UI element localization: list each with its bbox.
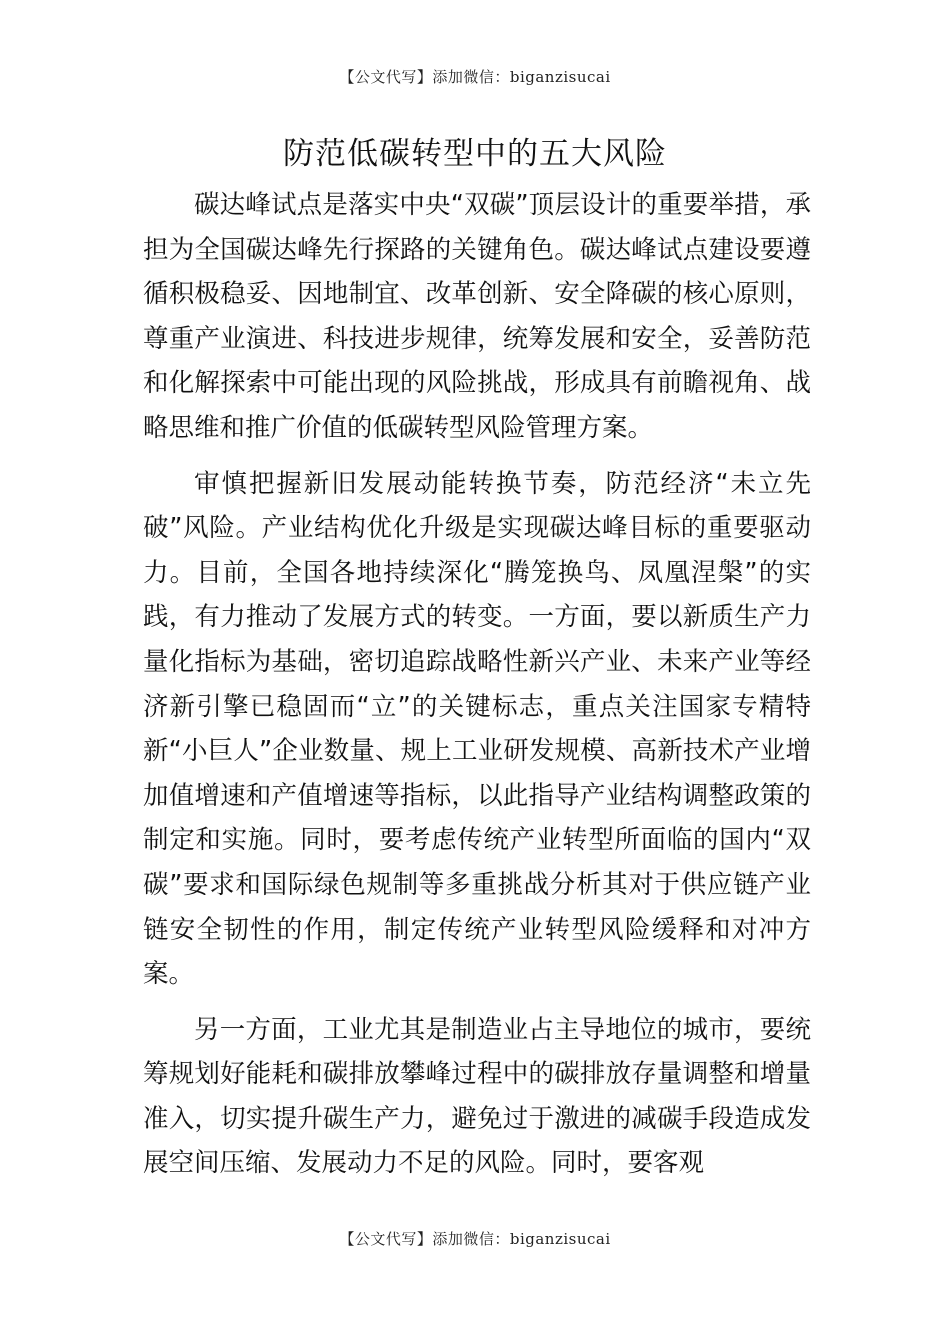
page-footer: 【公文代写】添加微信：biganzisucai: [339, 1230, 611, 1248]
document-title: 防范低碳转型中的五大风险: [283, 136, 667, 172]
page-header: 【公文代写】添加微信：biganzisucai: [339, 68, 611, 86]
document-body: [143, 183, 811, 1197]
paragraph-2: 审慎把握新旧发展动能转换节奏，防范经济“未立先破”风险。产业结构优化升级是实现碳达峰目标的重要驱动力。目前，全国各地持续深化“腾笼换鸟、凤凰涅槃”的实践，有力推动了发展方式的转变。一方面，要以新质生产力量化指标为基础，密切追踪战略性新兴产业、未来产业等经济新引擎已稳固而“立”的关键标志，重点关注国家专精特新“小巨人”企业数量、规上工业研发规模、高新技术产业增加值增速和产值增速等指标，以此指导产业结构调整政策的制定和实施。同时，要考虑传统产业转型所面临的国内“双碳”要求和国际绿色规制等多重挑战分析其对于供应链产业链安全韧性的作用，制定传统产业转型风险缓释和对冲方案。: [143, 468, 811, 990]
paragraph-1: 碳达峰试点是落实中央“双碳”顶层设计的重要举措，承担为全国碳达峰先行探路的关键角色。碳达峰试点建设要遵循积极稳妥、因地制宜、改革创新、安全降碳的核心原则，尊重产业演进、科技进步规律，统筹发展和安全，妥善防范和化解探索中可能出现的风险挑战，形成具有前瞻视角、战略思维和推广价值的低碳转型风险管理方案。: [143, 190, 811, 443]
paragraph-3: 另一方面，工业尤其是制造业占主导地位的城市，要统筹规划好能耗和碳排放攀峰过程中的碳排放存量调整和增量准入，切实提升碳生产力，避免过于激进的减碳手段造成发展空间压缩、发展动力不足的风险。同时，要客观: [143, 1014, 811, 1179]
